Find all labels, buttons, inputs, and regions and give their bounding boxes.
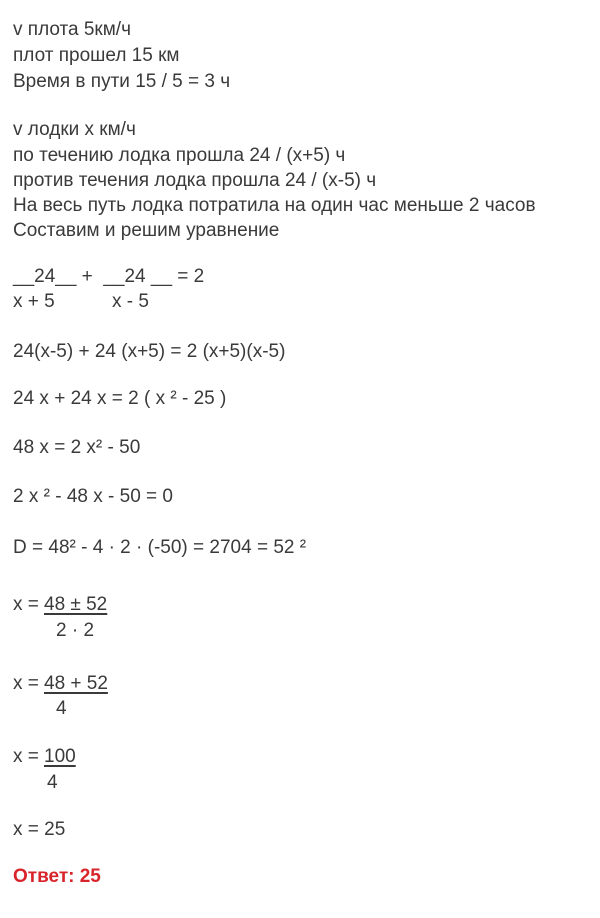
root-1-prefix: x = — [13, 594, 45, 615]
answer-label: Ответ: 25 — [13, 866, 101, 887]
boat-line-5: Составим и решим уравнение — [13, 220, 280, 241]
root-3-numerator: 100 — [44, 746, 76, 767]
equation-denominator-left: x + 5 — [13, 291, 55, 312]
step-3: 48 x = 2 x² - 50 — [13, 437, 141, 458]
intro-line-2: плот прошел 15 км — [13, 45, 180, 66]
root-2-numerator: 48 + 52 — [44, 673, 108, 694]
step-4: 2 x ² - 48 x - 50 = 0 — [13, 486, 173, 507]
equation-denominator-right: x - 5 — [112, 291, 149, 312]
step-1: 24(x-5) + 24 (x+5) = 2 (x+5)(x-5) — [13, 341, 286, 362]
step-5-discriminant: D = 48² - 4 · 2 · (-50) = 2704 = 52 ² — [13, 537, 307, 558]
boat-line-4: На весь путь лодка потратила на один час меньше 2 часов — [13, 195, 536, 216]
boat-line-2: по течению лодка прошла 24 / (x+5) ч — [13, 145, 346, 166]
root-1-numerator: 48 ± 52 — [44, 594, 108, 615]
boat-line-1: v лодки x км/ч — [13, 119, 136, 140]
intro-line-1: v плота 5км/ч — [13, 19, 131, 40]
root-4-result: x = 25 — [13, 819, 66, 840]
equation-top-line: __24__ + __24 __ = 2 — [13, 266, 205, 287]
boat-line-3: против течения лодка прошла 24 / (x-5) ч — [13, 170, 377, 191]
root-3-prefix: x = — [13, 746, 45, 767]
root-2-denominator: 4 — [56, 698, 67, 719]
step-2: 24 x + 24 x = 2 ( x ² - 25 ) — [13, 388, 227, 409]
root-2-prefix: x = — [13, 673, 45, 694]
root-3-denominator: 4 — [47, 772, 58, 793]
root-1-denominator: 2 · 2 — [56, 620, 95, 641]
intro-line-3: Время в пути 15 / 5 = 3 ч — [13, 71, 231, 92]
